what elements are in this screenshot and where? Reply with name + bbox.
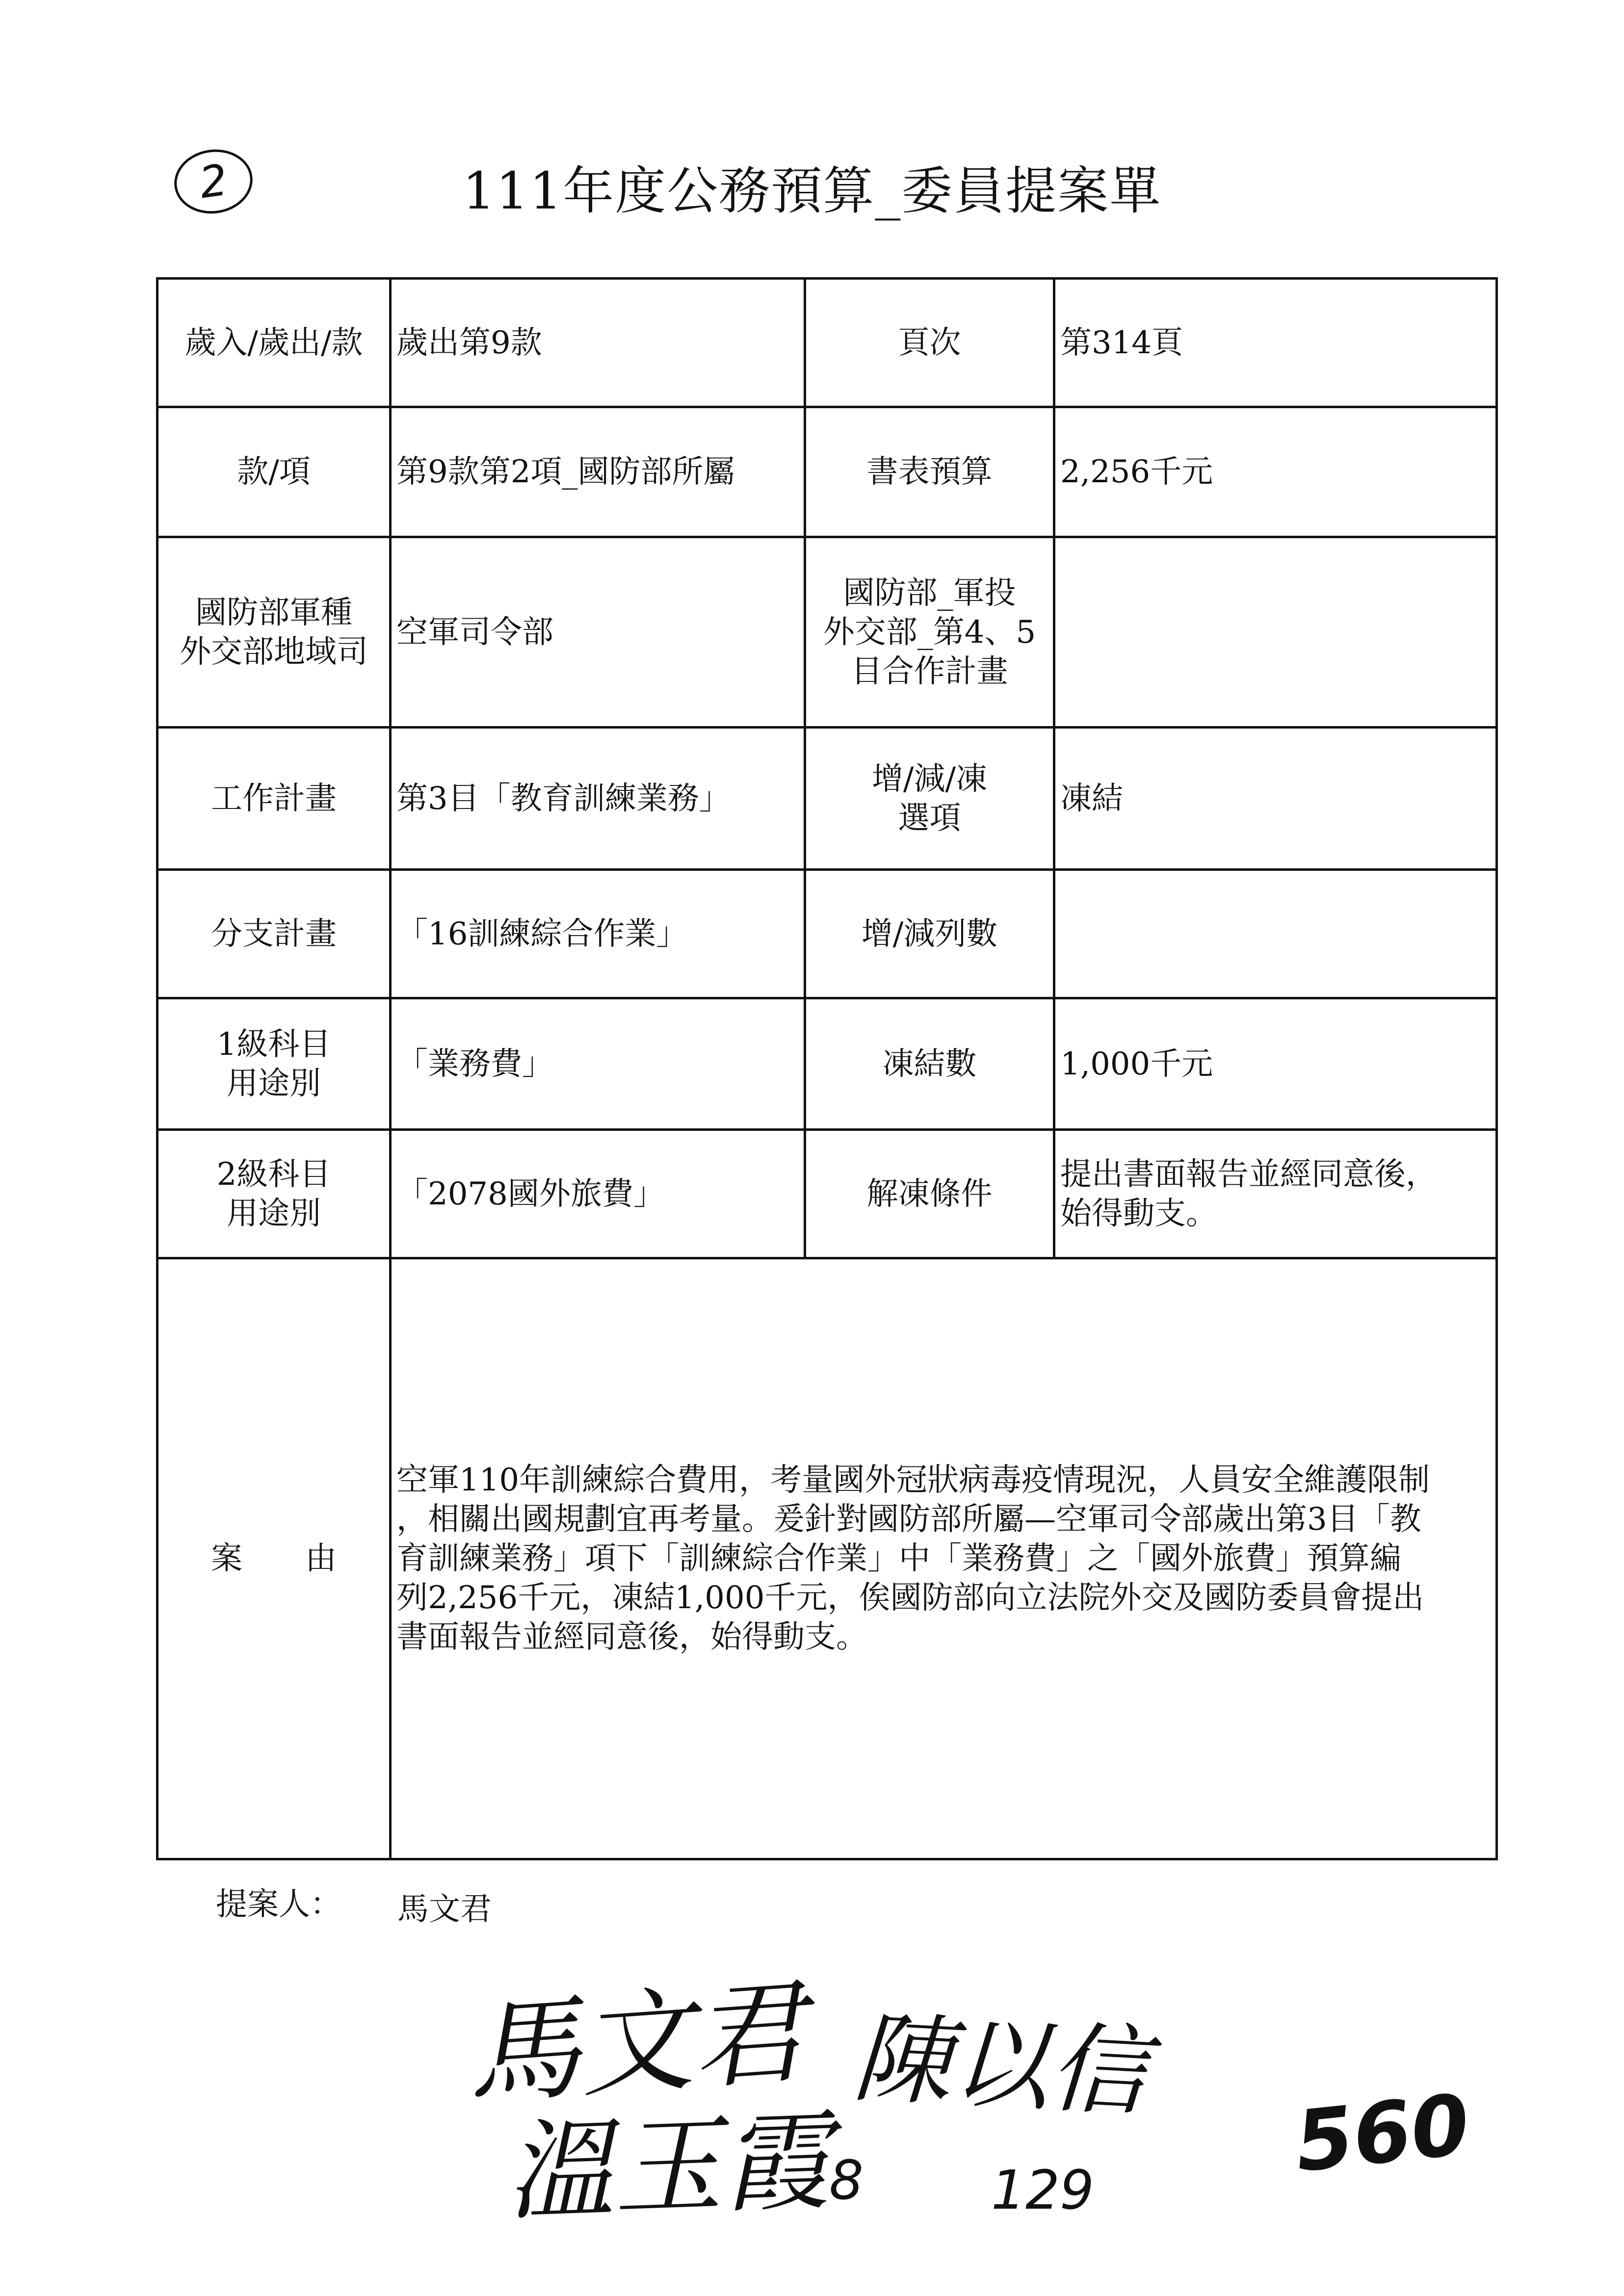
reason-line-2: ，相關出國規劃宜再考量。爰針對國防部所屬—空軍司令部歲出第3目「教 [396, 1501, 1421, 1538]
label-level2-line1: 2級科目 [216, 1156, 331, 1193]
value-budget-type: 歲出第9款 [391, 279, 805, 407]
proposer-name: 馬文君 [397, 1891, 492, 1928]
value-section-item: 第9款第2項_國防部所屬 [391, 407, 805, 537]
reason-text [391, 1258, 1497, 1859]
label-cooperation-line1: 國防部_軍投 [843, 574, 1016, 611]
label-section-item: 款/項 [157, 407, 391, 537]
table-row [157, 279, 1497, 407]
label-adjust-amount: 增/減列數 [805, 870, 1054, 998]
label-adjust-line1: 增/減/凍 [871, 760, 988, 797]
value-unfreeze-line1: 提出書面報告並經同意後， [1060, 1156, 1437, 1193]
page-title: 111年度公務預算_委員提案單 [462, 161, 1162, 221]
value-unfreeze-condition [1054, 1130, 1497, 1258]
label-page: 頁次 [805, 279, 1054, 407]
label-branch-line1: 國防部軍種 [195, 594, 352, 631]
value-adjust-option: 凍結 [1054, 728, 1497, 870]
label-branch [157, 537, 391, 728]
label-adjust-option [805, 728, 1054, 870]
value-statement-budget: 2,256千元 [1054, 407, 1497, 537]
corner-number-text: 2 [196, 154, 231, 209]
value-unfreeze-line2: 始得動支。 [1060, 1195, 1217, 1232]
reason-line-5: 書面報告並經同意後，始得動支。 [396, 1619, 867, 1655]
handwritten-number-8: 8 [829, 2149, 864, 2212]
value-level1-subject: 「業務費」 [391, 998, 805, 1130]
value-level2-subject: 「2078國外旅費」 [391, 1130, 805, 1258]
signature-2: 陳以信 [850, 2001, 1151, 2131]
label-frozen-amount: 凍結數 [805, 998, 1054, 1130]
table-row [157, 1258, 1497, 1859]
value-sub-plan: 「16訓練綜合作業」 [391, 870, 805, 998]
signature-3: 溫玉霞 [503, 2098, 832, 2236]
label-unfreeze-condition: 解凍條件 [805, 1130, 1054, 1258]
label-adjust-line2: 選項 [898, 800, 961, 836]
reason-line-4: 列2,256千元，凍結1,000千元，俟國防部向立法院外交及國防委員會提出 [396, 1580, 1424, 1616]
label-level2-line2: 用途別 [227, 1195, 321, 1232]
value-work-plan: 第3目「教育訓練業務」 [391, 728, 805, 870]
signature-1: 馬文君 [462, 1967, 810, 2121]
label-cooperation-line3: 目合作計畫 [851, 653, 1008, 690]
table-row [157, 728, 1497, 870]
reason-line-3: 育訓練業務」項下「訓練綜合作業」中「業務費」之「國外旅費」預算編 [396, 1540, 1401, 1577]
label-level1-line1: 1級科目 [216, 1026, 331, 1063]
handwritten-number-129: 129 [991, 2159, 1094, 2221]
proposal-form-table [156, 277, 1498, 1860]
table-row [157, 407, 1497, 537]
label-cooperation-line2: 外交部_第4、5 [823, 614, 1036, 651]
value-adjust-amount [1054, 870, 1497, 998]
table-row [157, 998, 1497, 1130]
table-row [157, 537, 1497, 728]
value-cooperation-plan [1054, 537, 1497, 728]
value-frozen-amount: 1,000千元 [1054, 998, 1497, 1130]
label-level2-subject [157, 1130, 391, 1258]
label-budget-type: 歲入/歲出/款 [157, 279, 391, 407]
label-cooperation-plan [805, 537, 1054, 728]
label-statement-budget: 書表預算 [805, 407, 1054, 537]
label-level1-subject [157, 998, 391, 1130]
value-branch: 空軍司令部 [391, 537, 805, 728]
table-row [157, 870, 1497, 998]
value-page: 第314頁 [1054, 279, 1497, 407]
label-work-plan: 工作計畫 [157, 728, 391, 870]
table-row [157, 1130, 1497, 1258]
label-branch-line2: 外交部地域司 [180, 633, 368, 670]
handwritten-number-560: 560 [1290, 2076, 1474, 2192]
reason-line-1: 空軍110年訓練綜合費用，考量國外冠狀病毒疫情現況，人員安全維護限制 [396, 1462, 1430, 1498]
label-reason: 案 由 [157, 1258, 391, 1859]
proposer-label: 提案人： [216, 1886, 341, 1923]
label-sub-plan: 分支計畫 [157, 870, 391, 998]
label-level1-line2: 用途別 [227, 1065, 321, 1102]
